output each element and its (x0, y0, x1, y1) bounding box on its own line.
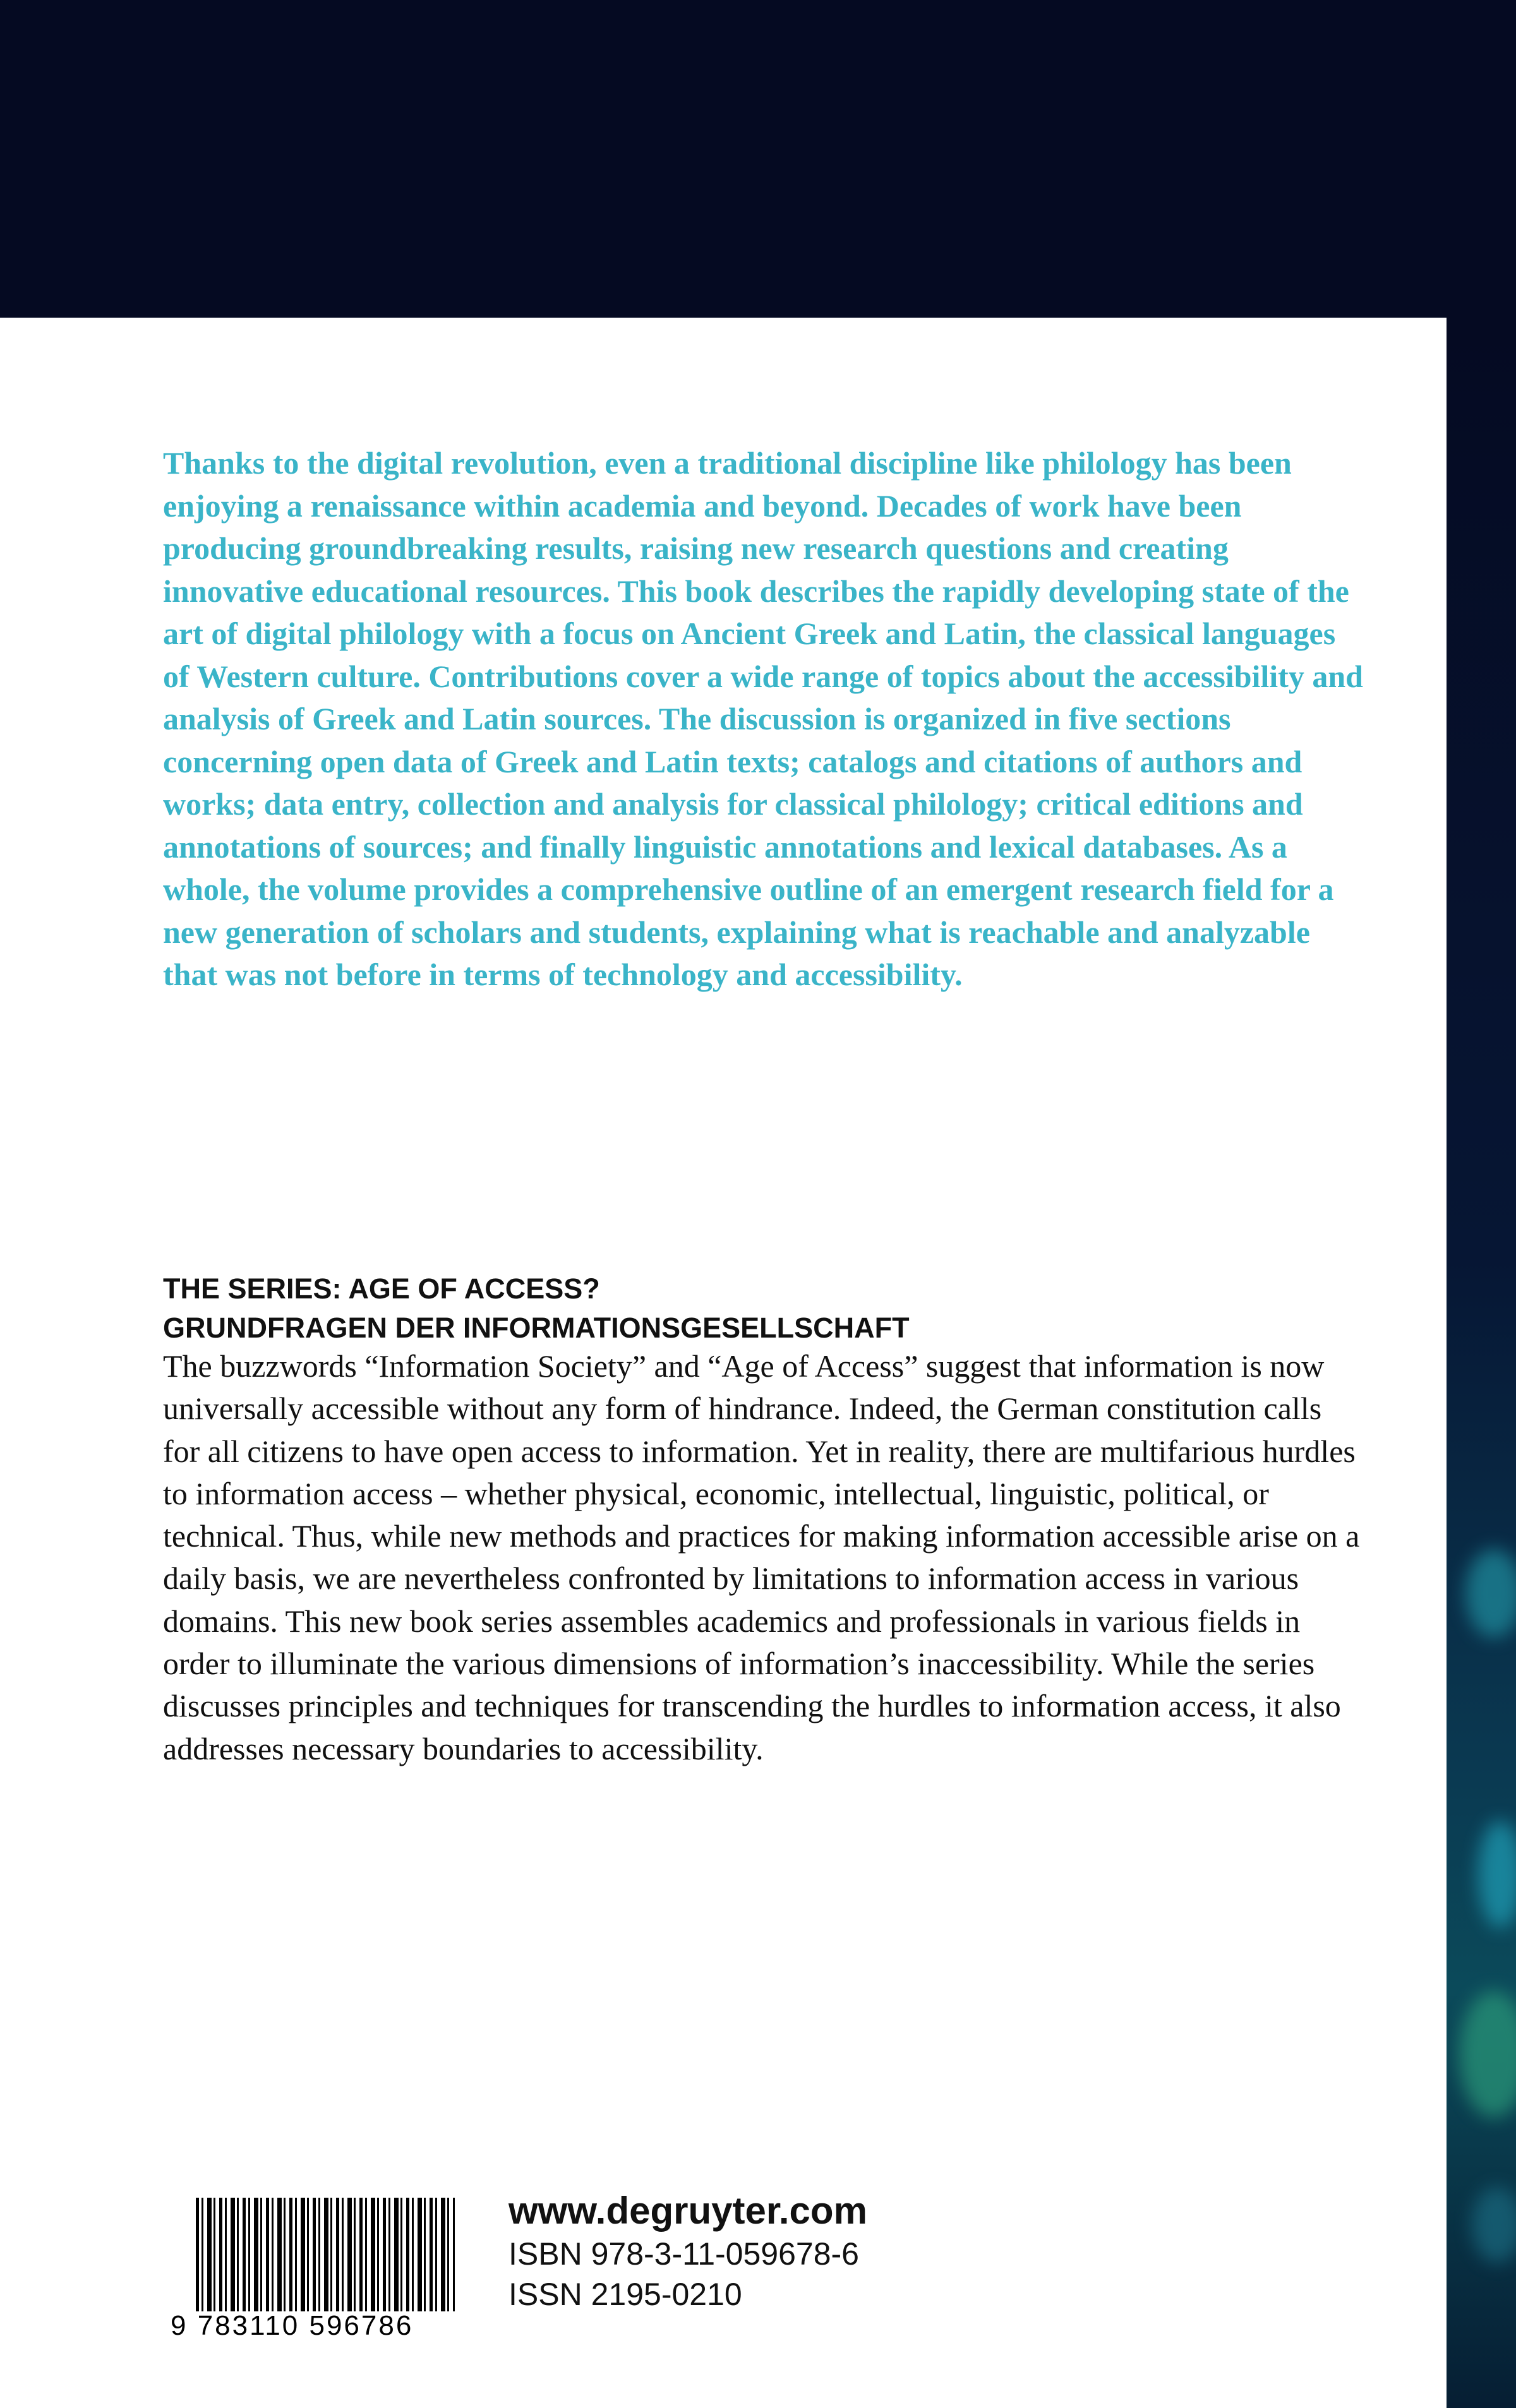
isbn-number: ISBN 978-3-11-059678-6 (508, 2236, 859, 2272)
series-heading-line-2: GRUNDFRAGEN DER INFORMATIONSGESELLSCHAFT (163, 1312, 910, 1344)
issn-number: ISSN 2195-0210 (508, 2277, 742, 2312)
book-blurb: Thanks to the digital revolution, even a traditional discipline like philology has been enjoying a renaissance within academia and beyond. Decades of work have been producing groundbreaking results, raising new research questions and creating innovative educational resources. This book describes the rapidly developing state of the art of digital philology with a focus on Ancient Greek and Latin, the classical languages of Western culture. Contributions cover a wide range of topics about the accessibility and analysis of Greek and Latin sources. The discussion is organized in five sections concerning open data of Greek and Latin texts; catalogs and citations of authors and works; data entry, collection and analysis for classical philology; critical editions and annotations of sources; and finally linguistic annotations and lexical databases. As a whole, the volume provides a comprehensive outline of an emergent research field for a new generation of scholars and students, explaining what is reachable and analyzable that was not before in terms of technology and accessibility. (163, 445, 1363, 992)
cover-art-strip (1447, 318, 1516, 2408)
dark-cover-band (0, 0, 1516, 318)
series-heading-line-1: THE SERIES: AGE OF ACCESS? (163, 1273, 600, 1305)
series-description: The buzzwords “Information Society” and “Age of Access” suggest that information is now universally accessible without any form of hindrance. Indeed, the German constitution calls for all citizens to have open access to information. Yet in reality, there are multifarious hurdles to information access – whether physical, economic, intellectual, linguistic, political, or technical. Thus, while new methods and practices for making information accessible arise on a daily basis, we are nevertheless confronted by limitations to information access in various domains. This new book series assembles academics and professionals in various fields in order to illuminate the various dimensions of information’s inaccessibility. While the series discusses principles and techniques for transcending the hurdles to information access, it also addresses necessary boundaries to accessibility. (163, 1348, 1360, 1766)
barcode-bars (196, 2198, 455, 2311)
publisher-url[interactable]: www.degruyter.com (508, 2189, 867, 2232)
barcode-digits: 9 783110 596786 (171, 2310, 414, 2341)
isbn-barcode (171, 2198, 461, 2340)
publisher-info (508, 2188, 1077, 2315)
series-heading (163, 1269, 1363, 1348)
